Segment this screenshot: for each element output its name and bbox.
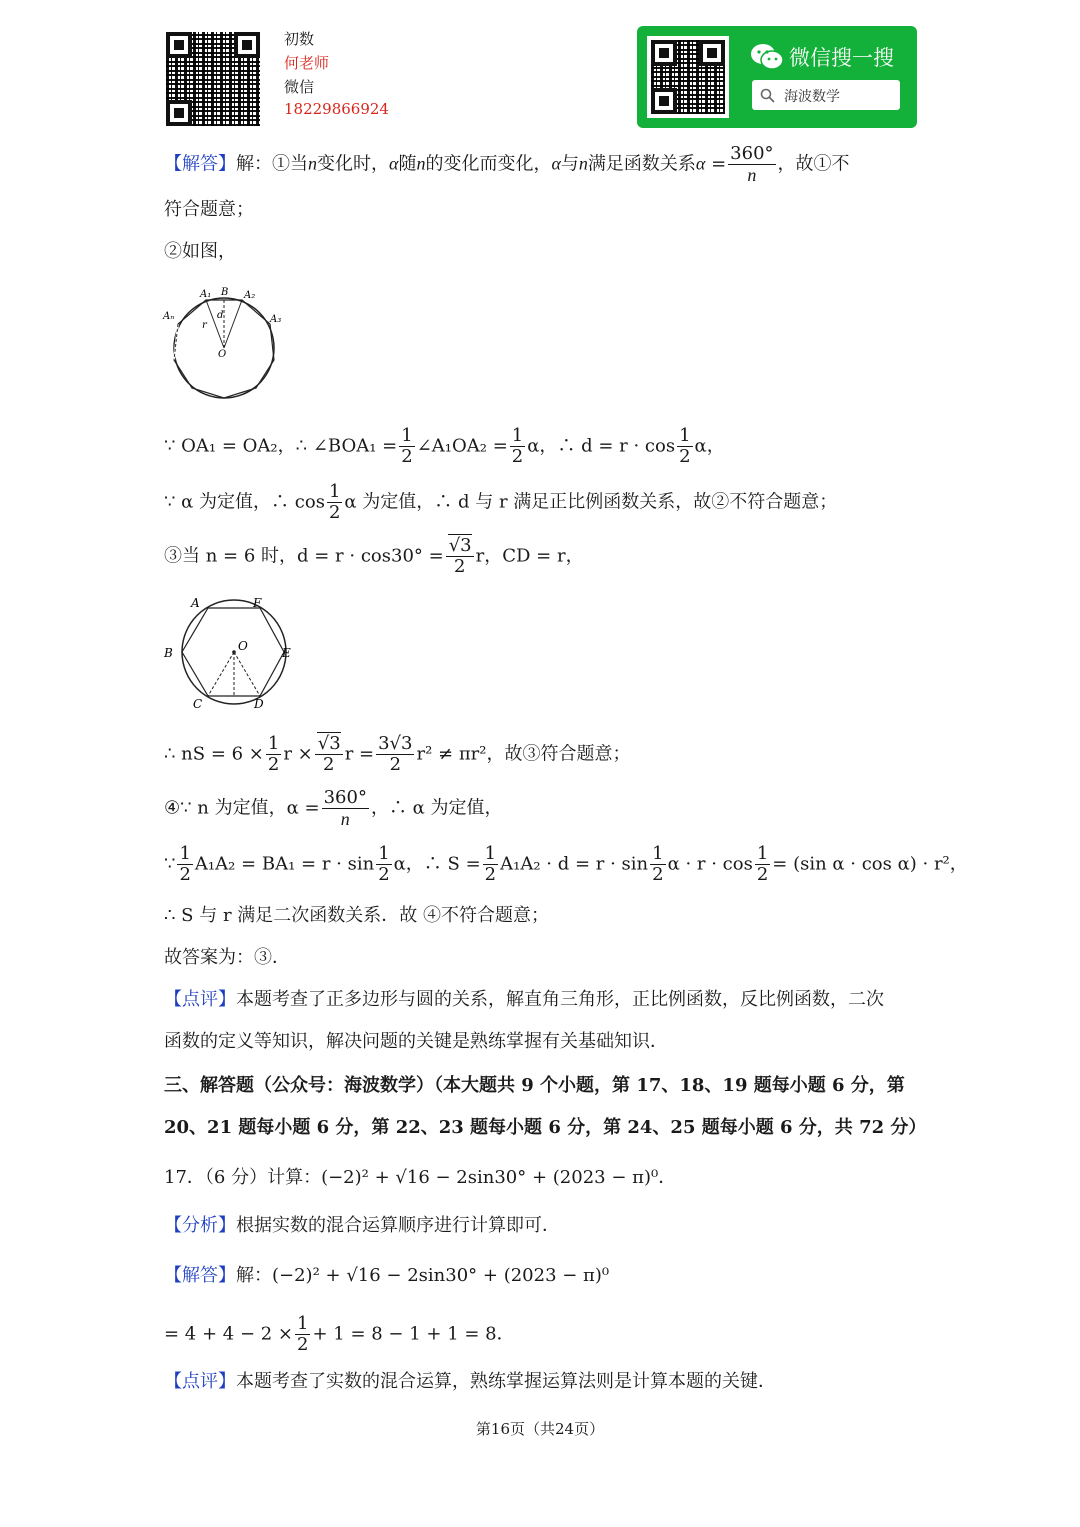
qr-label-3: 微信 xyxy=(284,78,315,96)
figure-polygon-circle xyxy=(160,282,290,402)
solution-line: 【解答】解：(−2)² + √16 − 2sin30° + (2023 − π)⁰ xyxy=(164,1265,610,1286)
svg-text:O: O xyxy=(218,349,227,360)
answer-line-6: ∵ α 为定值，∴ cos $\frac{1}{2}$ α 为定值，∴ d 与 r 满足正比例函数关系，故②不符合题意； xyxy=(164,481,838,523)
qr-label-1: 初数 xyxy=(284,30,315,48)
qr-code-right xyxy=(647,36,729,118)
svg-text:Aₙ: Aₙ xyxy=(163,311,175,322)
qr-code-left xyxy=(166,32,260,126)
svg-text:B: B xyxy=(221,287,229,298)
page-footer: 第16页（共24页） xyxy=(475,1420,605,1438)
analysis-line: 【分析】根据实数的混合运算顺序进行计算即可． xyxy=(164,1215,560,1236)
section-3-heading-2: 20、21 题每小题 6 分，第 22、23 题每小题 6 分，第 24、25 题每小题 6 分，共 72 分） xyxy=(164,1117,927,1138)
search-input[interactable] xyxy=(752,80,900,110)
wechat-search-card[interactable] xyxy=(637,26,917,128)
solution-calc: = 4 + 4 − 2 × $\frac{1}{2}$ + 1 = 8 − 1 + 1 = 8． xyxy=(164,1313,515,1355)
svg-text:F: F xyxy=(253,596,262,610)
answer-line-13: 故答案为：③． xyxy=(164,947,290,968)
answer-line-11: ∵ $\frac{1}{2}$ A₁A₂ = BA₁ = r · sin $\frac{1}{2}$ α，∴ S = $\frac{1}{2}$ A₁A₂ · d = r · sin $\frac{1}{2}$ α · r · cos $\frac{1}{2}$ = (sin α · cos α) · r²， xyxy=(164,843,968,885)
phone-number: 18229866924 xyxy=(284,100,389,118)
svg-text:d: d xyxy=(217,310,224,321)
comment-line-1: 【点评】本题考查了正多边形与圆的关系，解直角三角形，正比例函数，反比例函数，二次 xyxy=(164,989,884,1010)
question-17: 17．（6 分）计算：(−2)² + √16 − 2sin30° + (2023 − π)⁰． xyxy=(164,1167,677,1188)
svg-text:A₃: A₃ xyxy=(270,314,282,325)
solution-tag: 【解答】 xyxy=(164,1265,236,1286)
figure-hexagon-circle xyxy=(160,596,296,714)
fraction: $\frac{360^\circ}{n}$ xyxy=(730,143,774,185)
comment-line-2: 函数的定义等知识，解决问题的关键是熟练掌握有关基础知识． xyxy=(164,1031,668,1052)
search-icon xyxy=(760,88,775,103)
section-3-heading-1: 三、解答题（公众号：海波数学）（本大题共 9 个小题，第 17、18、19 题每小题 6 分，第 xyxy=(164,1075,905,1096)
answer-line-1: 【解答】解：①当n变化时，α随n的变化而变化，α与n满足函数关系α = $\frac{360^\circ}{n}$ ，故①不 xyxy=(164,143,850,185)
wechat-search-title: 微信搜一搜 xyxy=(789,46,894,70)
answer-line-9: ∴ nS = 6 × $\frac{1}{2}$ r × $\frac{√3}{2}$ r = $\frac{3√3}{2}$ r² ≠ πr²，故③符合题意； xyxy=(164,733,631,775)
svg-text:E: E xyxy=(282,646,291,660)
svg-text:C: C xyxy=(193,697,203,711)
answer-tag: 【解答】 xyxy=(164,153,236,175)
svg-text:O: O xyxy=(238,639,248,653)
svg-text:A₂: A₂ xyxy=(244,290,256,301)
comment-tag: 【点评】 xyxy=(164,989,236,1010)
answer-line-12: ∴ S 与 r 满足二次函数关系．故 ④不符合题意； xyxy=(164,905,549,926)
answer-line-5: ∵ OA₁ = OA₂，∴ ∠BOA₁ = $\frac{1}{2}$ ∠A₁OA₂ = $\frac{1}{2}$ α，∴ d = r · cos $\frac{1}{2}$ α， xyxy=(164,425,725,467)
answer-line-10: ④∵ n 为定值，α = $\frac{360^\circ}{n}$ ，∴ α 为定值， xyxy=(164,787,503,829)
search-text: 海波数学 xyxy=(784,89,840,105)
answer-line-3: ②如图， xyxy=(164,241,236,262)
svg-text:D: D xyxy=(254,697,264,711)
svg-text:A₁: A₁ xyxy=(200,289,212,300)
svg-text:A: A xyxy=(191,596,200,610)
svg-text:r: r xyxy=(202,320,207,331)
comment-17-tag: 【点评】 xyxy=(164,1371,236,1392)
svg-text:B: B xyxy=(164,646,173,660)
comment-17: 【点评】本题考查了实数的混合运算，熟练掌握运算法则是计算本题的关键． xyxy=(164,1371,776,1392)
wechat-logo-icon xyxy=(750,43,784,71)
analysis-tag: 【分析】 xyxy=(164,1215,236,1236)
qr-label-2: 何老师 xyxy=(284,54,330,72)
answer-line-7: ③当 n = 6 时，d = r · cos30° = $\frac{√3}{2}$ r，CD = r， xyxy=(164,535,584,577)
answer-line-2: 符合题意； xyxy=(164,199,254,220)
